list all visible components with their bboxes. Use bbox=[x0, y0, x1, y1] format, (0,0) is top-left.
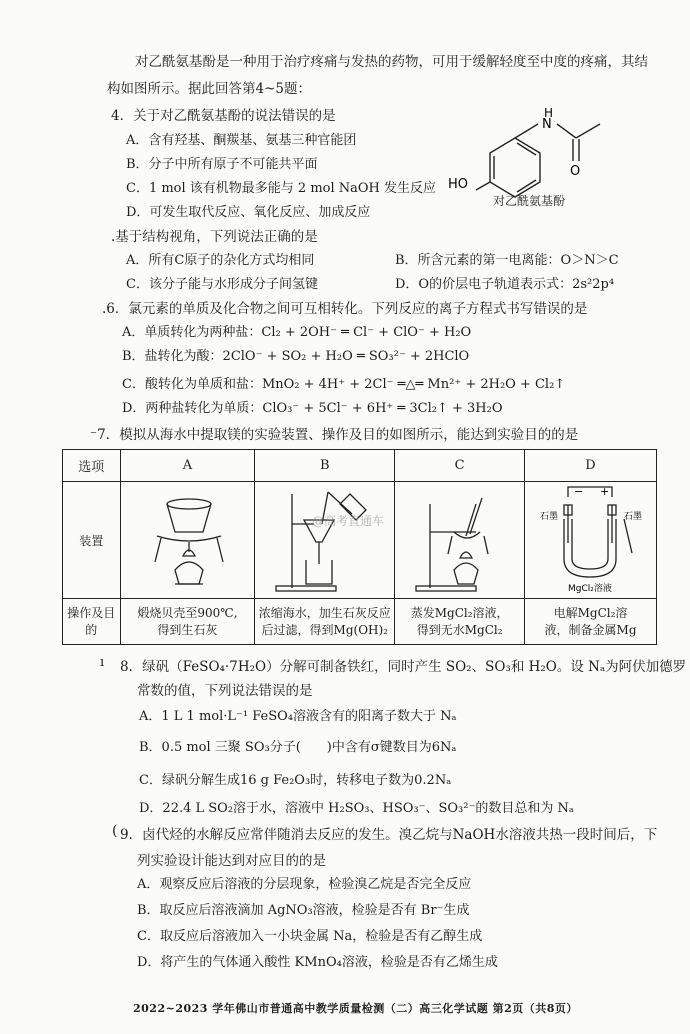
q6-option-d: D．两种盐转化为单质：ClO₃⁻ + 5Cl⁻ + 6H⁺ ═ 3Cl₂↑ + 3H₂O bbox=[122, 401, 503, 416]
q8-option-b: B．0.5 mol 三聚 SO₃分子( )中含有σ键数目为6Nₐ bbox=[139, 740, 457, 755]
q9-option-a: A．观察反应后溶液的分层现象，检验溴乙烷是否完全反应 bbox=[137, 877, 472, 892]
q9-margin-mark: ( bbox=[112, 823, 118, 839]
q9-option-b: B．取反应后溶液滴加 AgNO₃溶液，检验是否有 Br⁻生成 bbox=[137, 903, 470, 918]
q4-option-c: C．1 mol 该有机物最多能与 2 mol NaOH 发生反应 bbox=[126, 181, 437, 196]
intro-line-1: 对乙酰氨基酚是一种用于治疗疼痛与发热的药物，可用于缓解轻度至中度的疼痛，其结 bbox=[135, 54, 648, 70]
q4-option-a: A．含有羟基、酮羰基、氨基三种官能团 bbox=[126, 133, 357, 148]
q4-option-b: B．分子中所有原子不可能共平面 bbox=[126, 157, 318, 172]
experiment-table bbox=[62, 449, 657, 645]
table-row-purpose-label: 操作及目的 bbox=[63, 599, 121, 645]
q8-stem-line-1: 8．绿矾（FeSO₄·7H₂O）分解可制备铁红，同时产生 SO₂、SO₃和 H₂O。设 Nₐ为阿伏加德罗 bbox=[120, 659, 687, 675]
q9-option-d: D．将产生的气体通入酸性 KMnO₄溶液，检验是否有乙烯生成 bbox=[137, 955, 498, 970]
q8-stem-line-2: 常数的值，下列说法错误的是 bbox=[137, 683, 313, 699]
purpose-d bbox=[525, 599, 657, 645]
apparatus-a bbox=[120, 482, 255, 599]
purpose-a-line-2: 得到生石灰 bbox=[157, 622, 218, 637]
q6-option-c: C．酸转化为单质和盐：MnO₂ + 4H⁺ + 2Cl⁻ ═△═ Mn²⁺ + 2H₂O + Cl₂↑ bbox=[122, 377, 566, 392]
intro-line-2: 构如图所示。据此回答第4~5题： bbox=[107, 81, 311, 97]
table-header-option: 选项 bbox=[63, 450, 121, 482]
solution-label: MgCl₂溶液 bbox=[568, 583, 612, 594]
electrolysis-diagram bbox=[528, 483, 653, 595]
q9-stem-line-2: 列实验设计能达到对应目的的是 bbox=[137, 853, 326, 869]
purpose-b-line-2: 后过滤，得到Mg(OH)₂ bbox=[261, 622, 388, 637]
purpose-b-line-1: 浓缩海水，加生石灰反应 bbox=[258, 605, 391, 620]
apparatus-b bbox=[255, 482, 395, 599]
q6-stem: .6．氯元素的单质及化合物之间可互相转化。下列反应的离子方程式书写错误的是 bbox=[102, 301, 588, 317]
atom-ho: HO bbox=[448, 177, 469, 192]
table-header-c: C bbox=[395, 450, 525, 482]
purpose-a bbox=[120, 599, 255, 645]
q8-option-c: C．绿矾分解生成16 g Fe₂O₃时，转移电子数为0.2Nₐ bbox=[139, 773, 452, 788]
atom-h: H bbox=[544, 106, 554, 120]
table-header-a: A bbox=[120, 450, 255, 482]
q4-stem: 4．关于对乙酰氨基酚的说法错误的是 bbox=[111, 108, 336, 124]
q8-option-d: D．22.4 L SO₂溶于水，溶液中 H₂SO₃、HSO₃⁻、SO₃²⁻的数目总和为 Nₐ bbox=[139, 801, 574, 816]
q5-option-d: D．O的价层电子轨道表示式：2s²2p⁴ bbox=[395, 277, 615, 292]
apparatus-c bbox=[395, 482, 525, 599]
q5-stem: .基于结构视角，下列说法正确的是 bbox=[111, 229, 318, 245]
watermark: @高考直通车 bbox=[312, 514, 385, 528]
purpose-c-line-2: 得到无水MgCl₂ bbox=[416, 622, 503, 637]
minus-sign: − bbox=[574, 484, 584, 498]
q8-margin-mark: ı bbox=[100, 655, 105, 670]
graphite-label-right: 石墨 bbox=[624, 511, 643, 522]
table-header-b: B bbox=[255, 450, 395, 482]
q5-option-a: A．所有C原子的杂化方式均相同 bbox=[126, 253, 315, 268]
purpose-d-line-1: 电解MgCl₂溶 bbox=[553, 605, 628, 620]
q6-option-b: B．盐转化为酸：2ClO⁻ + SO₂ + H₂O ═ SO₃²⁻ + 2HClO bbox=[122, 349, 470, 364]
filtration-diagram bbox=[262, 484, 387, 594]
q8-option-a: A．1 L 1 mol·L⁻¹ FeSO₄溶液含有的阳离子数大于 Nₐ bbox=[139, 709, 457, 724]
table-row-device-label: 装置 bbox=[63, 482, 121, 599]
apparatus-d bbox=[525, 482, 657, 599]
q9-option-c: C．取反应后溶液加入一小块金属 Na，检验是否有乙醇生成 bbox=[137, 929, 483, 944]
purpose-c bbox=[395, 599, 525, 645]
page-footer: 2022~2023 学年佛山市普通高中教学质量检测（二）高三化学试题 第2页（共8页） bbox=[133, 1002, 578, 1015]
purpose-a-line-1: 煅烧贝壳至900℃, bbox=[137, 605, 238, 620]
evaporation-diagram bbox=[402, 484, 517, 594]
q4-option-d: D．可发生取代反应、氧化反应、加成反应 bbox=[126, 205, 371, 220]
crucible-burner-diagram bbox=[127, 484, 247, 594]
purpose-b bbox=[255, 599, 395, 645]
q5-option-c: C．该分子能与水形成分子间氢键 bbox=[126, 277, 318, 292]
purpose-c-line-1: 蒸发MgCl₂溶液， bbox=[410, 605, 509, 620]
purpose-d-line-2: 液，制备金属Mg bbox=[544, 622, 637, 637]
plus-sign: + bbox=[600, 484, 610, 498]
q6-option-a: A．单质转化为两种盐：Cl₂ + 2OH⁻ ═ Cl⁻ + ClO⁻ + H₂O bbox=[122, 325, 472, 340]
atom-o: O bbox=[570, 164, 581, 179]
graphite-label-left: 石墨 bbox=[540, 511, 559, 522]
table-header-d: D bbox=[525, 450, 657, 482]
molecule-label: 对乙酰氨基酚 bbox=[493, 194, 566, 208]
q7-stem: ⁻7．模拟从海水中提取镁的实验装置、操作及目的如图所示，能达到实验目的的是 bbox=[90, 427, 579, 443]
atom-n: N bbox=[542, 117, 552, 132]
q5-option-b: B．所含元素的第一电离能：O＞N＞C bbox=[395, 253, 619, 268]
q9-stem-line-1: 9．卤代烃的水解反应常伴随消去反应的发生。溴乙烷与NaOH水溶液共热一段时间后，下 bbox=[120, 827, 658, 843]
